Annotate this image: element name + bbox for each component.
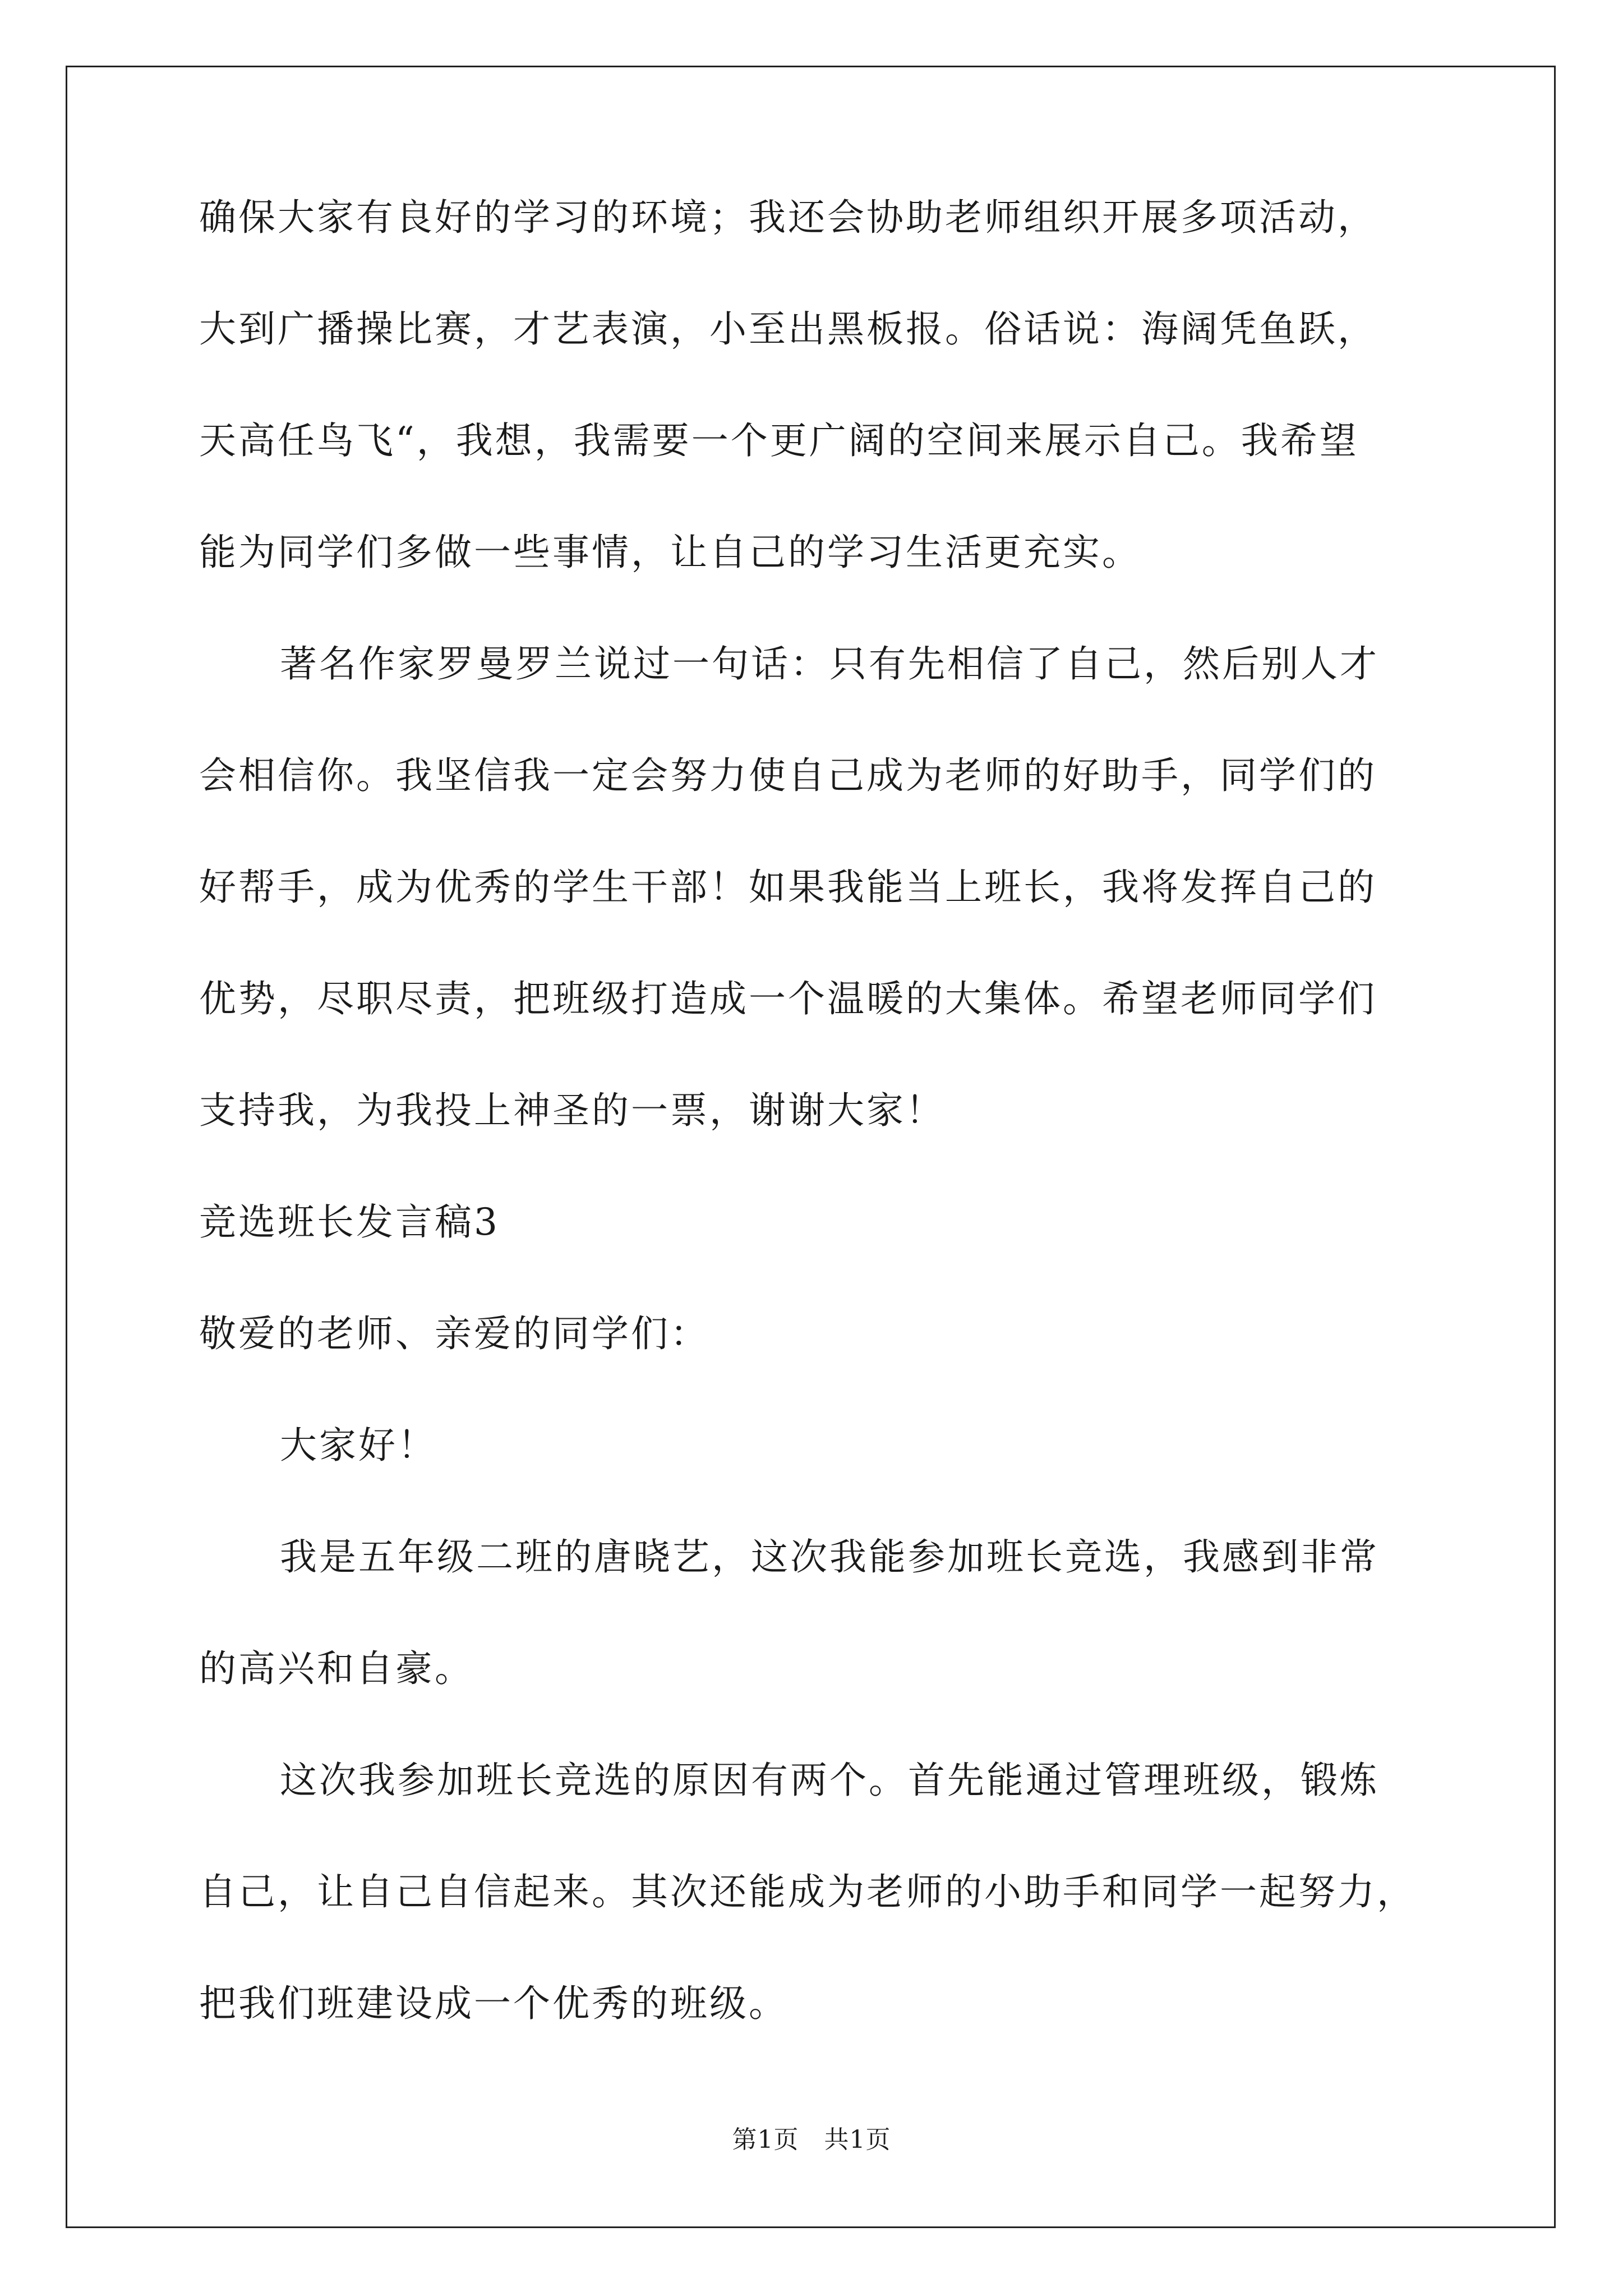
document-body [199,196,1467,2025]
body-line: 天高任鸟飞“，我想，我需要一个更广阔的空间来展示自己。我希望 [199,419,1359,462]
body-line: 会相信你。我坚信我一定会努力使自己成为老师的好助手，同学们的 [199,754,1377,797]
body-line: 能为同学们多做一些事情，让自己的学习生活更充实。 [199,531,1141,574]
paragraph-start-line: 这次我参加班长竞选的原因有两个。首先能通过管理班级，锻炼 [280,1759,1379,1802]
body-line: 优势，尽职尽责，把班级打造成一个温暖的大集体。希望老师同学们 [199,977,1377,1020]
page-number-footer: 第1页 共1页 [732,2125,891,2154]
salutation: 敬爱的老师、亲爱的同学们： [199,1312,709,1355]
paragraph-start-line: 著名作家罗曼罗兰说过一句话：只有先相信了自己，然后别人才 [280,642,1379,685]
body-line: 把我们班建设成一个优秀的班级。 [199,1982,788,2025]
greeting: 大家好！ [280,1424,437,1467]
section-heading: 竞选班长发言稿3 [199,1200,500,1244]
body-line: 支持我，为我投上神圣的一票，谢谢大家！ [199,1089,945,1132]
body-line: 好帮手，成为优秀的学生干部！如果我能当上班长，我将发挥自己的 [199,866,1377,909]
body-line: 确保大家有良好的学习的环境；我还会协助老师组织开展多项活动， [199,196,1377,239]
body-line: 大到广播操比赛，才艺表演，小至出黑板报。俗话说：海阔凭鱼跃， [199,307,1377,351]
body-line: 的高兴和自豪。 [199,1647,474,1690]
body-line: 自己，让自己自信起来。其次还能成为老师的小助手和同学一起努力， [199,1870,1416,1913]
paragraph-start-line: 我是五年级二班的唐晓艺，这次我能参加班长竞选，我感到非常 [280,1535,1379,1579]
